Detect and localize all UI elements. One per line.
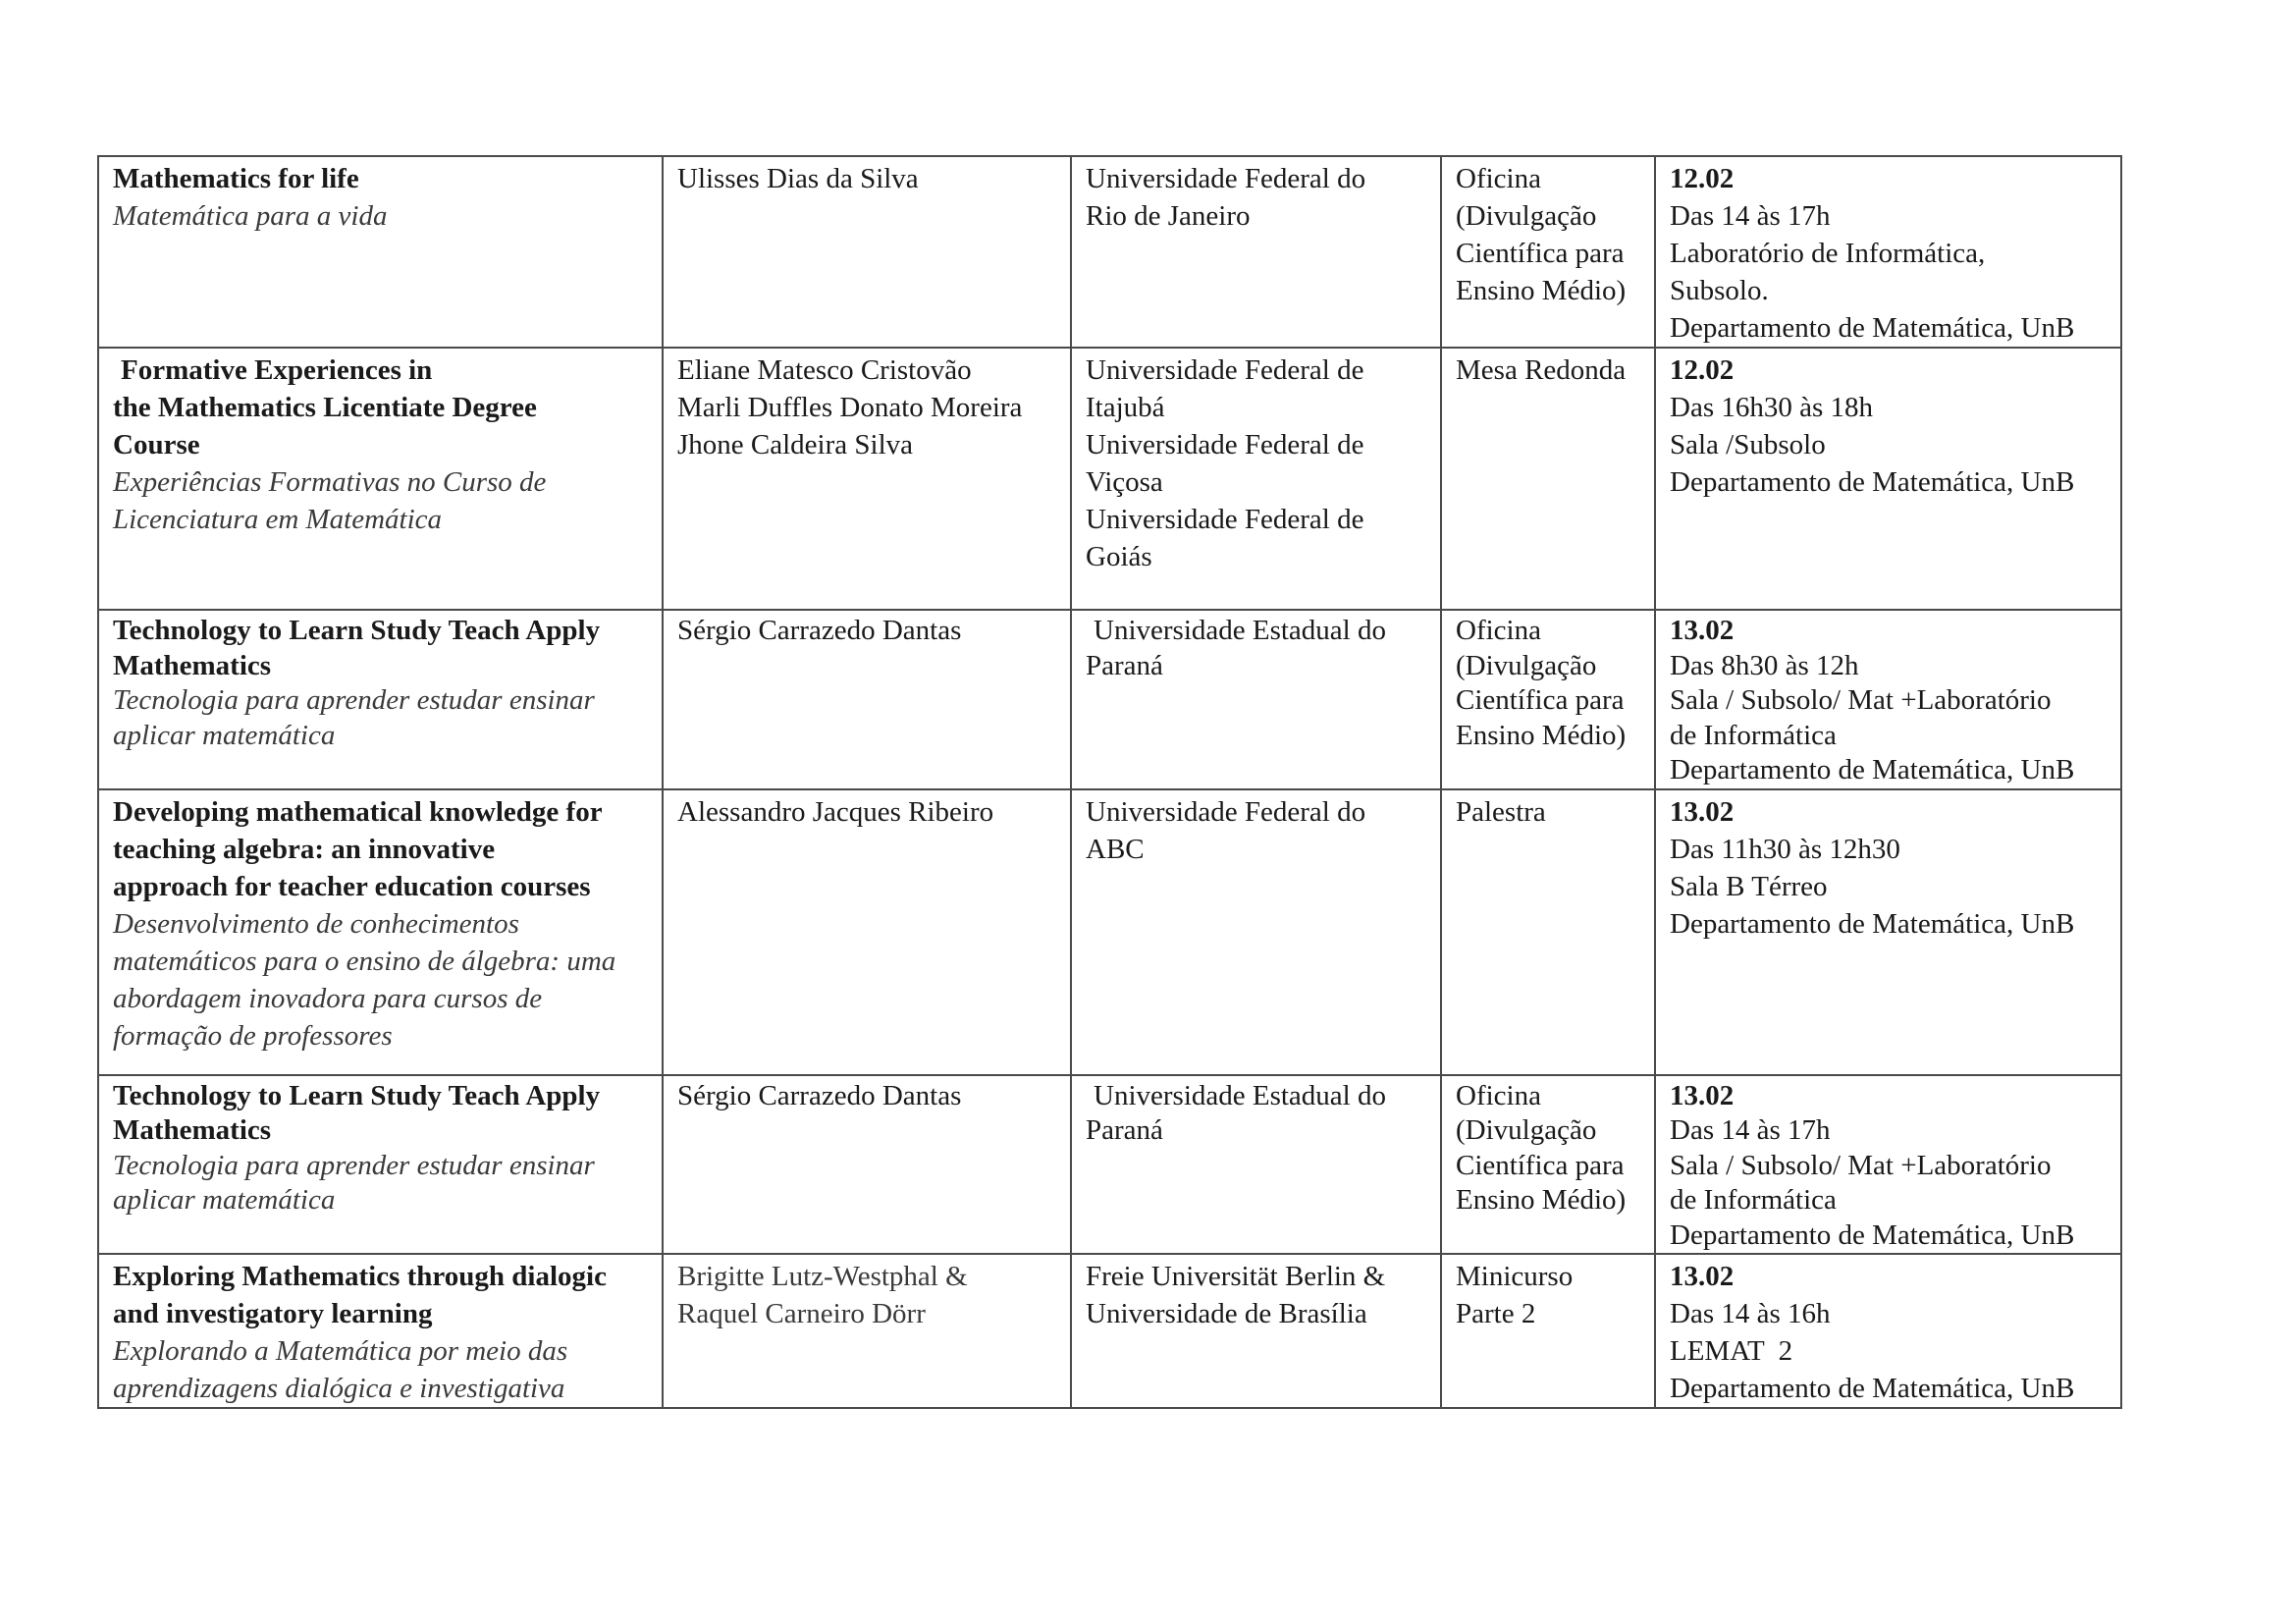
institution-line: Universidade Estadual do [1094,1079,1386,1111]
date-label: 13.02 [1670,615,1735,646]
detail-line: Das 11h30 às 12h30 [1670,833,1900,865]
speaker-line: Sérgio Carrazedo Dantas [677,1079,962,1111]
title-pt-line: Matemática para a vida [113,200,388,232]
institution-cell [1071,789,1441,1075]
type-line: (Divulgação [1456,200,1597,232]
title-en-line: Technology to Learn Study Teach Apply [113,1079,601,1111]
speaker-line: Eliane Matesco Cristovão [677,354,972,386]
date-location-cell [1655,610,2121,789]
date-location-cell [1655,789,2121,1075]
title-pt-line: formação de professores [113,1019,393,1052]
speakers-cell [663,1075,1071,1255]
type-line: Palestra [1456,795,1546,828]
type-line: Minicurso [1456,1261,1574,1292]
title-en-line: Formative Experiences in [121,354,433,386]
detail-line: Departamento de Matemática, UnB [1670,754,2075,785]
institution-line: Goiás [1086,541,1152,572]
date-location-cell [1655,1075,2121,1255]
speakers-cell [663,348,1071,610]
title-en-line: Mathematics [113,649,272,681]
detail-line: Sala / Subsolo/ Mat +Laboratório [1670,1149,2052,1181]
title-en-line: Mathematics for life [113,163,359,194]
type-line: Científica para [1456,1149,1625,1181]
institution-line: Universidade Estadual do [1094,615,1386,646]
date-location-cell [1655,348,2121,610]
detail-line: Sala B Térreo [1670,870,1828,902]
institution-line: Universidade de Brasília [1086,1298,1367,1329]
speaker-line: Sérgio Carrazedo Dantas [677,615,962,646]
institution-line: Freie Universität Berlin & [1086,1261,1386,1292]
activity-title-cell [98,789,663,1075]
institution-line: Viçosa [1086,466,1163,498]
title-en-line: approach for teacher education courses [113,870,591,902]
date-label: 13.02 [1670,1261,1735,1292]
activity-type-cell [1441,1075,1655,1255]
detail-line: Das 16h30 às 18h [1670,392,1874,423]
title-pt-line: aplicar matemática [113,719,336,751]
institution-cell [1071,1075,1441,1255]
type-line: (Divulgação [1456,649,1597,681]
title-pt-line: Tecnologia para aprender estudar ensinar [113,684,595,716]
table-row [98,348,2121,610]
detail-line: Sala /Subsolo [1670,429,1826,460]
activity-title-cell [98,156,663,348]
date-label: 12.02 [1670,354,1735,386]
detail-line: Das 14 às 17h [1670,1114,1831,1146]
date-location-cell [1655,1254,2121,1408]
date-label: 13.02 [1670,1079,1735,1111]
title-en-line: Technology to Learn Study Teach Apply [113,615,601,646]
detail-line: Departamento de Matemática, UnB [1670,907,2075,940]
title-en-line: Mathematics [113,1114,272,1146]
institution-line: Rio de Janeiro [1086,200,1251,232]
activity-type-cell [1441,348,1655,610]
title-pt-line: Explorando a Matemática por meio das [113,1335,568,1367]
type-line: (Divulgação [1456,1114,1597,1146]
title-pt-line: Experiências Formativas no Curso de [113,466,547,498]
institution-line: Universidade Federal de [1086,354,1364,386]
speaker-line: Brigitte Lutz-Westphal & [677,1261,968,1292]
title-en-line: teaching algebra: an innovative [113,833,496,865]
speaker-line: Jhone Caldeira Silva [677,429,914,460]
detail-line: de Informática [1670,1184,1837,1216]
detail-line: de Informática [1670,719,1837,751]
type-line: Oficina [1456,615,1541,646]
speaker-line: Marli Duffles Donato Moreira [677,392,1023,423]
type-line: Ensino Médio) [1456,1184,1627,1216]
institution-line: Paraná [1086,649,1163,681]
activity-title-cell [98,348,663,610]
institution-line: ABC [1086,833,1145,865]
activity-title-cell [98,610,663,789]
date-label: 13.02 [1670,795,1735,828]
type-line: Científica para [1456,238,1625,269]
type-line: Científica para [1456,684,1625,716]
title-en-line: the Mathematics Licentiate Degree [113,392,537,423]
activity-type-cell [1441,1254,1655,1408]
table-row [98,156,2121,348]
detail-line: Sala / Subsolo/ Mat +Laboratório [1670,684,2052,716]
title-pt-line: Tecnologia para aprender estudar ensinar [113,1149,595,1181]
institution-line: Universidade Federal do [1086,163,1366,194]
activity-type-cell [1441,156,1655,348]
institution-cell [1071,156,1441,348]
detail-line: Das 8h30 às 12h [1670,649,1859,681]
detail-line: Departamento de Matemática, UnB [1670,466,2075,498]
detail-line: LEMAT 2 [1670,1335,1793,1367]
schedule-table [97,155,2122,1409]
institution-line: Universidade Federal do [1086,795,1366,828]
institution-line: Universidade Federal de [1086,504,1364,535]
speaker-line: Raquel Carneiro Dörr [677,1298,926,1329]
institution-cell [1071,348,1441,610]
type-line: Ensino Médio) [1456,719,1627,751]
title-pt-line: abordagem inovadora para cursos de [113,982,543,1014]
institution-line: Universidade Federal de [1086,429,1364,460]
title-pt-line: Licenciatura em Matemática [113,504,443,535]
detail-line: Departamento de Matemática, UnB [1670,1373,2075,1404]
speakers-cell [663,156,1071,348]
table-row [98,1075,2121,1255]
date-location-cell [1655,156,2121,348]
detail-line: Departamento de Matemática, UnB [1670,312,2075,344]
detail-line: Departamento de Matemática, UnB [1670,1218,2075,1251]
institution-cell [1071,1254,1441,1408]
detail-line: Laboratório de Informática, [1670,238,1986,269]
institution-line: Paraná [1086,1114,1163,1146]
type-line: Ensino Médio) [1456,275,1627,306]
detail-line: Das 14 às 16h [1670,1298,1831,1329]
table-row [98,610,2121,789]
title-pt-line: matemáticos para o ensino de álgebra: uma [113,945,616,977]
type-line: Oficina [1456,163,1541,194]
date-label: 12.02 [1670,163,1735,194]
type-line: Mesa Redonda [1456,354,1627,386]
institution-cell [1071,610,1441,789]
title-pt-line: aplicar matemática [113,1184,336,1216]
detail-line: Subsolo. [1670,275,1769,306]
speakers-cell [663,789,1071,1075]
type-line: Oficina [1456,1079,1541,1111]
title-en-line: and investigatory learning [113,1298,433,1329]
title-en-line: Course [113,429,200,460]
title-pt-line: Desenvolvimento de conhecimentos [113,907,519,940]
detail-line: Das 14 às 17h [1670,200,1831,232]
speakers-cell [663,610,1071,789]
table-row [98,1254,2121,1408]
title-en-line: Exploring Mathematics through dialogic [113,1261,607,1292]
title-pt-line: aprendizagens dialógica e investigativa [113,1373,565,1404]
speaker-line: Ulisses Dias da Silva [677,163,919,194]
activity-type-cell [1441,789,1655,1075]
activity-title-cell [98,1075,663,1255]
activity-type-cell [1441,610,1655,789]
institution-line: Itajubá [1086,392,1165,423]
speakers-cell [663,1254,1071,1408]
table-row [98,789,2121,1075]
title-en-line: Developing mathematical knowledge for [113,795,603,828]
speaker-line: Alessandro Jacques Ribeiro [677,795,994,828]
activity-title-cell [98,1254,663,1408]
type-line: Parte 2 [1456,1298,1536,1329]
